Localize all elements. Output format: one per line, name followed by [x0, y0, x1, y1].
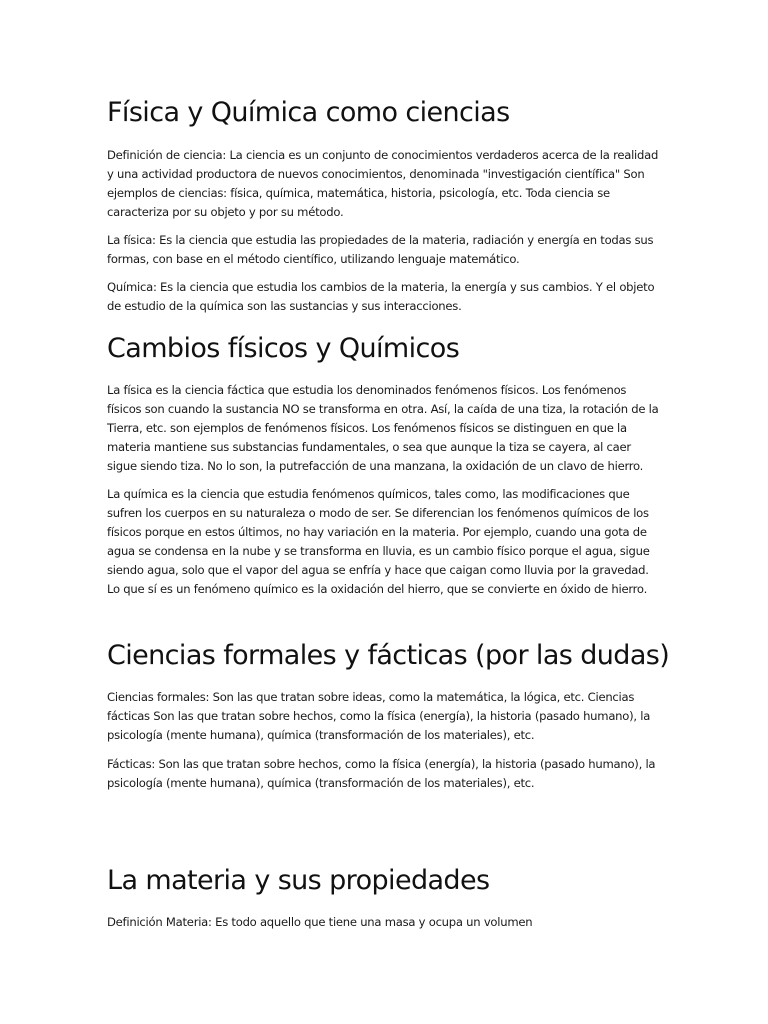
paragraph-definicion-ciencia: Definición de ciencia: La ciencia es un conjunto de conocimientos verdaderos acerca de la realidad y una actividad productora de nuevos conocimientos, denominada "investigación científica" Son ejemplos de ciencias: física, química, matemática, historia, psicología, etc. Toda ciencia se caracteriza por su objeto y por su método. [107, 148, 659, 219]
paragraph-definicion-materia: Definición Materia: Es todo aquello que tiene una masa y ocupa un volumen [107, 915, 533, 929]
paragraph-quimica: Química: Es la ciencia que estudia los cambios de la materia, la energía y sus cambios. Y el objeto de estudio de la química son las sustancias y sus interacciones. [107, 280, 655, 313]
section-heading-ciencias-formales: Ciencias formales y fácticas (por las dudas) [107, 640, 670, 671]
paragraph-facticas: Fácticas: Son las que tratan sobre hechos, como la física (energía), la historia (pasado humano), la psicología (mente humana), química (transformación de los materiales), etc. [107, 757, 656, 790]
paragraph-fenomenos-fisicos: La física es la ciencia fáctica que estudia los denominados fenómenos físicos. Los fenómenos físicos son cuando la sustancia NO se transforma en otra. Así, la caída de una tiza, la rotación de la Tierra, etc. son ejemplos de fenómenos físicos. Los fenómenos físicos se distinguen en que la materia mantiene sus substancias fundamentales, o sea que aunque la tiza se cayera, al caer sigue siendo tiza. No lo son, la putrefacción de una manzana, la oxidación de un clavo de hierro. [107, 383, 659, 473]
paragraph-la-fisica: La física: Es la ciencia que estudia las propiedades de la materia, radiación y energía en todas sus formas, con base en el método científico, utilizando lenguaje matemático. [107, 233, 654, 266]
section-heading-fisica-quimica: Física y Química como ciencias [107, 97, 510, 128]
paragraph-ciencias-formales: Ciencias formales: Son las que tratan sobre ideas, como la matemática, la lógica, etc. Ciencias fácticas Son las que tratan sobre hechos, como la física (energía), la historia (pasado humano), la psicología (mente humana), química (transformación de los materiales), etc. [107, 690, 651, 742]
section-heading-cambios: Cambios físicos y Químicos [107, 333, 460, 364]
section-heading-materia: La materia y sus propiedades [107, 865, 490, 896]
paragraph-fenomenos-quimicos: La química es la ciencia que estudia fenómenos químicos, tales como, las modificaciones que sufren los cuerpos en su naturaleza o modo de ser. Se diferencian los fenómenos químicos de los físicos porque en estos últimos, no hay variación en la materia. Por ejemplo, cuando una gota de agua se condensa en la nube y se transforma en lluvia, es un cambio físico porque el agua, sigue siendo agua, solo que el vapor del agua se enfría y hace que caigan como lluvia por la gravedad. Lo que sí es un fenómeno químico es la oxidación del hierro, que se convierte en óxido de hierro. [107, 487, 650, 596]
